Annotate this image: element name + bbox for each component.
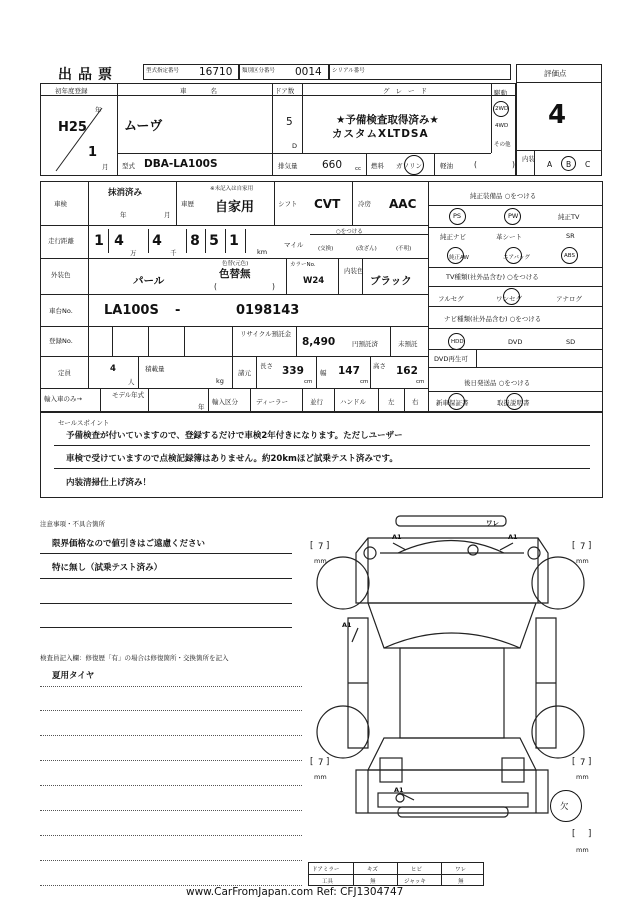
inspection-label: 車検 — [54, 200, 67, 208]
width-label: 幅 — [320, 369, 327, 377]
notes-label: 注意事項・不具合箇所 — [40, 520, 105, 528]
selling-points-label: セールスポイント — [58, 419, 110, 427]
tire-rr-unit: mm — [576, 773, 589, 781]
legend-tools: 工具 — [322, 879, 334, 885]
import-dealer: ディーラー — [256, 398, 288, 406]
legend-crack: ヒビ — [411, 867, 423, 873]
tv-oneseg-circle — [503, 288, 520, 305]
legend-door-mirror: ドアミラー — [312, 867, 340, 873]
month-mark: 月 — [102, 163, 109, 171]
first-reg-month: 1 — [88, 145, 98, 160]
navi-title: ナビ種類(社外品含む) ○をつける — [444, 315, 542, 323]
selling-line-3: 内装清掃仕上げ済み！ — [66, 478, 152, 488]
handle-label: ハンドル — [340, 398, 366, 406]
navi-dvd: DVD — [508, 338, 523, 346]
mileage-modified: (改ざん) — [356, 246, 377, 252]
color-code: W24 — [303, 276, 325, 286]
tire-rr-mark: 7 — [580, 758, 586, 768]
mileage-unit: km — [257, 248, 268, 256]
spare-tire-ku: 欠 — [560, 802, 569, 812]
equip-abs-circle — [561, 247, 578, 264]
color-code-label: カラーNo. — [290, 262, 316, 268]
reg-slash — [54, 103, 104, 173]
height-unit: cm — [416, 379, 425, 385]
tire-rl-close: ] — [326, 757, 330, 767]
spare-close: ] — [588, 829, 592, 839]
doors-value: 5 — [286, 116, 293, 128]
dvd-playable: DVD再生可 — [434, 355, 468, 363]
equip-aw: 純正AW — [449, 255, 469, 261]
tv-oneseg: ワンセグ — [496, 295, 522, 303]
page-title: 出品票 — [58, 67, 118, 83]
mark-ware: ワレ — [486, 519, 499, 527]
mile-label: マイル — [284, 241, 304, 249]
category-value: 0014 — [295, 66, 322, 78]
equip-abs: ABS — [564, 253, 575, 259]
oil-paren: ( — [474, 160, 477, 169]
navi-hdd-circle — [448, 333, 465, 350]
serial-label: シリアル番号 — [332, 68, 365, 74]
selling-line-2: 車検で受けていますので点検記録簿はありません。約20kmほど試乗テスト済みです。 — [66, 454, 398, 464]
grade-line1: ★予備検査取得済み★ — [336, 114, 439, 126]
tire-fr-unit: mm — [576, 557, 589, 565]
width-value: 147 — [338, 365, 360, 377]
chassis-dash: - — [175, 303, 181, 318]
color-label: 外装色 — [51, 271, 71, 279]
disp-unit: cc — [355, 166, 362, 172]
selling-line-1: 予備検査が付いていますので、登録するだけで車検2年付きになります。ただしユーザー — [66, 431, 403, 441]
inspection-month-mark: 月 — [164, 211, 171, 219]
drive-label: 駆動 — [494, 89, 507, 97]
length-unit: cm — [304, 379, 313, 385]
load-unit: kg — [216, 377, 224, 385]
tire-rl-unit: mm — [314, 773, 327, 781]
mileage-digit-5: 5 — [209, 233, 219, 249]
recycle-label: リサイクル預託金 — [240, 330, 292, 338]
length-value: 339 — [282, 365, 304, 377]
name-label: 車名 — [180, 87, 241, 95]
tire-fl-mark: 7 — [318, 542, 324, 552]
ac-value: AAC — [389, 197, 417, 211]
interior-grade-b: B — [566, 160, 572, 169]
history-label: 車歴 — [181, 200, 194, 208]
interior-color-value: ブラック — [370, 275, 412, 287]
docs-warranty-circle — [448, 393, 465, 410]
height-value: 162 — [396, 365, 418, 377]
fuel-label: 燃料 — [371, 162, 384, 170]
equip-ps: PS — [453, 212, 462, 220]
navi-sd: SD — [566, 338, 576, 346]
docs-manual: 取扱説明書 — [497, 399, 530, 407]
equipment-title: 純正装備品 ○をつける — [470, 192, 537, 200]
legend-scratch: キズ — [367, 867, 378, 873]
interior-grade-a: A — [547, 160, 553, 169]
score-value: 4 — [548, 100, 567, 130]
year-mark: 年 — [95, 106, 102, 114]
interior-grade-c: C — [585, 160, 591, 169]
first-reg-year: H25 — [58, 120, 87, 135]
legend-jack-value: 無 — [458, 879, 464, 885]
equip-aw-circle — [447, 247, 464, 264]
docs-warranty: 新車保証書 — [436, 399, 469, 407]
model-code-label: 型式指定番号 — [146, 68, 180, 74]
history-value: 自家用 — [215, 200, 255, 215]
equip-leather: 革シート — [496, 233, 522, 241]
docs-manual-circle — [506, 393, 523, 410]
equip-ps-circle — [449, 208, 466, 225]
interior-color-label: 内装色 — [344, 267, 364, 275]
first-reg-label: 初年度登録 — [55, 87, 88, 95]
equip-navi: 純正ナビ — [440, 233, 466, 241]
tire-fl-unit: mm — [314, 557, 327, 565]
drive-2wd-circle — [493, 101, 509, 117]
tire-rl-open: [ — [310, 757, 314, 767]
equip-tv: 純正TV — [558, 213, 580, 221]
doors-label: ドア数 — [275, 87, 295, 95]
mileage-man: 万 — [130, 249, 137, 257]
color-change-label: 色替(元色) — [222, 261, 249, 267]
equip-airbag-circle — [505, 247, 522, 264]
mileage-digit-1: 1 — [94, 233, 104, 249]
legend-jack: ジャッキ — [404, 879, 426, 885]
chassis-number: 0198143 — [236, 303, 300, 318]
height-label: 高さ — [373, 362, 386, 370]
color-change-value: 色替無 — [219, 268, 251, 280]
color-change-paren-open: ( — [214, 282, 217, 291]
mileage-unknown: (不明) — [396, 246, 412, 252]
model-code-value: 16710 — [199, 66, 233, 78]
tire-rr-close: ] — [588, 757, 592, 767]
mileage-label: 走行距離 — [48, 237, 74, 245]
tire-rl-mark: 7 — [318, 758, 324, 768]
fuel-circle — [404, 155, 424, 175]
mileage-digit-2: 4 — [114, 233, 124, 249]
chassis-model: LA100S — [104, 303, 159, 318]
tv-analog: アナログ — [556, 295, 582, 303]
grade-line2: カスタムXLTDSA — [332, 128, 429, 140]
tv-title: TV種類(社外品含む) ○をつける — [446, 273, 539, 281]
load-label: 積載量 — [145, 365, 165, 373]
tire-rr-open: [ — [572, 757, 576, 767]
equip-sr: SR — [566, 232, 575, 240]
handle-right: 右 — [412, 398, 419, 406]
mileage-digit-6: 1 — [229, 233, 239, 249]
docs-title: 後日発送品 ○をつける — [464, 379, 531, 387]
equip-airbag: エアバッグ — [503, 255, 531, 261]
footer-ref: www.CarFromJapan.com Ref: CFJ1304747 — [186, 886, 404, 898]
recycle-unpaid: 未預託 — [398, 340, 418, 348]
ac-label: 冷房 — [358, 200, 371, 208]
vehicle-name: ムーヴ — [124, 119, 163, 134]
tire-fr-open: [ — [572, 541, 576, 551]
width-unit: cm — [360, 379, 369, 385]
inspection-year-mark: 年 — [120, 211, 127, 219]
recycle-value: 8,490 — [302, 336, 336, 348]
notes-line-1: 限界価格なので値引きはご遠慮ください — [52, 539, 206, 549]
mark-a1-rear: A1 — [394, 786, 404, 794]
inspector-line-1: 夏用タイヤ — [52, 671, 95, 681]
mark-a1-left: A1 — [342, 621, 352, 629]
oil-label: 軽油 — [440, 162, 453, 170]
history-note: ※未記入は自家用 — [210, 186, 254, 192]
score-label: 評価点 — [544, 69, 567, 78]
mileage-exchange: (交換) — [318, 246, 334, 252]
interior-label: 内装 — [522, 155, 535, 163]
mileage-sen: 千 — [170, 249, 177, 257]
registration-label: 登録No. — [49, 337, 73, 345]
handle-left: 左 — [388, 398, 395, 406]
type-label: 型式 — [122, 162, 135, 170]
drive-2wd: 2WD — [495, 106, 509, 112]
inspection-status: 抹消済み — [108, 188, 143, 198]
tire-fr-mark: 7 — [580, 542, 586, 552]
spare-open: [ — [572, 829, 576, 839]
import-type-label: 輸入区分 — [212, 398, 238, 406]
mileage-digit-3: 4 — [152, 233, 162, 249]
interior-grade-b-circle — [561, 156, 576, 171]
capacity-label: 定員 — [58, 369, 71, 377]
spare-unit: mm — [576, 846, 589, 854]
capacity-value: 4 — [110, 364, 116, 374]
import-label: 輸入車のみ→ — [44, 395, 82, 403]
capacity-unit: 人 — [128, 378, 135, 386]
tv-fullseg: フルセグ — [438, 295, 464, 303]
tire-fl-close: ] — [326, 541, 330, 551]
mark-a1-front-right: A1 — [508, 533, 518, 541]
grade-label: グレード — [383, 87, 433, 95]
fuel-value: ガソリン — [396, 162, 422, 170]
drive-4wd: 4WD — [495, 123, 509, 129]
mileage-circle-note: ○をつける — [336, 229, 363, 235]
legend-break: ワレ — [455, 867, 467, 873]
dims-label: 諸元 — [238, 369, 251, 377]
legend-tools-value: 無 — [370, 879, 376, 885]
color-change-paren-close: ) — [272, 282, 275, 291]
mark-a1-front-left: A1 — [392, 533, 402, 541]
model-year-label: モデル年式 — [112, 391, 145, 399]
shift-label: シフト — [278, 200, 298, 208]
tire-fl-open: [ — [310, 541, 314, 551]
shift-value: CVT — [314, 197, 341, 211]
type-value: DBA-LA100S — [144, 158, 218, 170]
drive-other: その他 — [494, 142, 511, 148]
import-parallel: 並行 — [310, 398, 323, 406]
doors-suffix: D — [292, 142, 298, 150]
navi-hdd: HDD — [451, 339, 464, 345]
notes-line-2: 特に無し（試乗テスト済み） — [52, 563, 163, 573]
color-value: パール — [133, 275, 165, 287]
inspector-label: 検査員記入欄：修復歴「有」の場合は修復箇所・交換箇所を記入 — [40, 654, 229, 662]
disp-label: 排気量 — [278, 162, 298, 170]
mileage-digit-4: 8 — [190, 233, 200, 249]
car-diagram — [308, 508, 608, 888]
chassis-label: 車台No. — [49, 307, 73, 315]
recycle-unit: 円預託済 — [352, 340, 378, 348]
equip-pw: PW — [508, 212, 519, 220]
equip-pw-circle — [504, 208, 521, 225]
model-year-mark: 年 — [198, 403, 205, 411]
oil-paren-close: ) — [512, 160, 515, 169]
length-label: 長さ — [260, 362, 273, 370]
disp-value: 660 — [322, 159, 343, 171]
category-label: 類別区分番号 — [242, 68, 276, 74]
tire-fr-close: ] — [588, 541, 592, 551]
